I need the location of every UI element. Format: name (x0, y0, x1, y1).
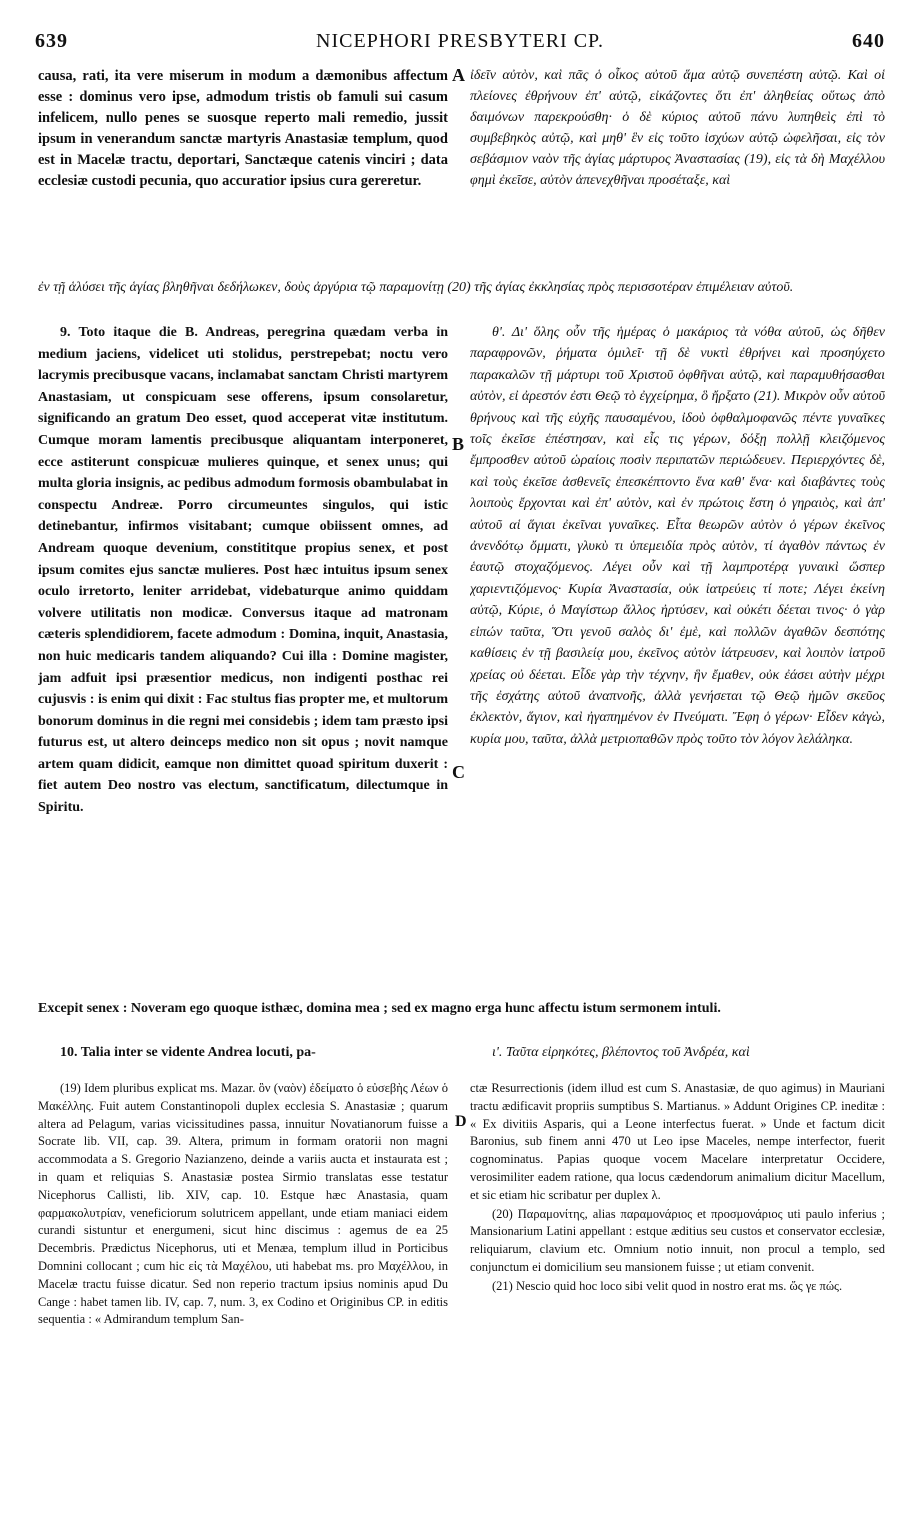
margin-marker-a: A (452, 65, 465, 85)
running-title: NICEPHORI PRESBYTERI CP. (316, 30, 604, 52)
latin-section-10: 10. Talia inter se vidente Andrea locuti, pa- (60, 1045, 316, 1060)
margin-marker-b: B (452, 434, 465, 454)
latin-column-block-2 (38, 322, 448, 997)
greek-full-width-line (38, 278, 885, 322)
footnotes-right-column (470, 1080, 885, 1520)
latin-column-block-3 (38, 1042, 448, 1066)
latin-section-9: 9. Toto itaque die B. Andreas, peregrina quædam verba in medium jaciens, videlicet uti stolidus, perstrepebat; noctu vero lacrymis precibusque vacans, inclamabat sanctam Christi martyrem Anastasiam, ut conspicuam sese offerens, ipsum consolaretur, significando an gratum Deo esset, quod acceperat vitæ institutum. Cumque moram lamentis precibusque aliquantam interponeret, ecce astiterunt conspicuæ mulieres quinque, et senex unus; qui multa gloria insignis, ac pedibus admodum formosis obambulabat in conspectu Andreæ. Porro circumeuntes singulos, qui istic detinebantur, infirmos visitabant; cumque obiissent omnes, ad Andream quoque devenium, constititque propius senex, et post ipsum comites ejus sanctæ mulieres. Post hæc intuitus ipsum senex oculo irretorto, leniter arridebat, videbaturque animo quiddam volvere utilitatis non modicæ. Conversus itaque ad matronam cæteris splendidiorem, facete admodum : Domina, inquit, Anastasia, non huic medicaris tandem aliquando? Cui illa : Domine magister, jam adfuit ipsi præsentior medicus, non indigenti posthac rei cujusvis : is enim qui dixit : Fac stultus fias propter me, et multorum bonorum dominus in die regni mei considebis ; idem tam præsto ipsi futurus est, ut altero deinceps medico non sit opus ; novit namque artem quam didicit, eamque non dimittet quoad spiritum duxerit : fiet autem Deo nostro vas electum, sanctificatum, dilectumque in Spiritu. (38, 325, 448, 816)
greek-column-block-3 (470, 1042, 885, 1066)
latin-column-block-1 (38, 66, 448, 278)
latin-paragraph: causa, rati, ita vere miserum in modum a dæmonibus affectum esse : dominus vero ipse, admodum tristis ob famuli sui casum infelicem, nullo penes se suosque reperto mali remedio, jussit ipsum in venerandum sanctæ martyris Anastasiæ templum, quod est in Macelæ tractu, deportari, Sanctæque catenis vinciri ; data ecclesiæ custodi pecunia, quo accuratior ipsius cura gereretur. (38, 68, 448, 189)
left-page-number: 639 (35, 30, 68, 52)
running-header (35, 30, 885, 54)
margin-marker-c: C (452, 762, 465, 782)
footnote-19: (19) Idem pluribus explicat ms. Mazar. ὃν (ναὸν) ἐδείματο ὁ εὐσεβὴς Λέων ὁ Μακέλλης. Fuit autem Constantinopoli duplex ecclesia S. Anastasiæ ; quarum altera ad Pelagum, varias vicissitudines passa, innuitur Novatianorum fuisse a Socrate lib. VII, cap. 39. Altera, primum in formam oratorii non magni accommodata a S. Gregorio Nazianzeno, deinde a variis aucta et instaurata est ; in quam et reliquias S. Anastasiæ postea Sirmio translatas esse testatur Nicephorus Callisti, lib. XIV, cap. 10. Estque hæc Anastasia, quam φαρμακολυτρίαν, veneficiorum solutricem appellant, unde etiam maniaci eidem curandi sistuntur et energumeni, sicut hinc discimus : agemus de ea 25 Decembris. Prædictus Nicephorus, uti et Menæa, templum illud in Porticibus Domnini collocant ; cum hic εἰς τὰ Μαχέλου, uti habebat ms. pro Μαχέλλου, in Macelæ tractu fuisse dicatur. Sed non reperio tractum ipsius nominis apud Du Cange : habet tamen lib. IV, cap. 7, num. 3, ex Codino et Originibus CP. in editis sequentia : « Admirandum templum San- (38, 1081, 448, 1327)
greek-column-block-2 (470, 322, 885, 997)
greek-section-9: θ'. Δι' ὅλης οὖν τῆς ἡμέρας ὁ μακάριος τὰ νόθα αὐτοῦ, ὡς δῆθεν παραφρονῶν, ῥήματα ὁμιλεῖ· τῇ δὲ νυκτὶ ἐθρήνει καὶ προσηύχετο παρακαλῶν τῇ μάρτυρι τοῦ Χριστοῦ ὀφθῆναι αὐτῷ, καὶ παραμυθήσασθαι αὐτὸν, εἰ ἀρεστόν ἐστι Θεῷ τὸ ἐγχείρημα, ὃ ἤρξατο (21). Μικρὸν οὖν αὐτοῦ θρήνους καὶ τῆς εὐχῆς παυσαμένου, ἰδοὺ ὀφθαλμοφανῶς πέντε γυναῖκες τοῖς ἐκεῖσε ἐπέστησαν, καὶ εἷς τις γέρων, δόξῃ πολλῇ κλειζόμενος ἔμπροσθεν αὐτοῦ ὡραίοις ποσὶν περιπατῶν περιώδευεν. Περιερχόντες δὲ, καὶ τοὺς ἐκεῖσε ἀσθενεῖς ἐπεσκέπτοντο ἕνα καθ' ἕνα· καὶ διαβάντες τοὺς λοιποὺς ἔρχονται καὶ ἐπ' αὐτὸν, καὶ ἐν πρώτοις ἔστη ὁ γηραιὸς, καὶ ἀπ' αὐτοῦ αἱ ἅγιαι ἐκεῖναι γυναῖκες. Εἶτα θεωρῶν αὐτὸν ὁ γέρων ἐκεῖνος ἀνενδότῳ ὄμματι, γλυκὺ τι ὑπεμειδία πρὸς αὐτὸν, τί ἀγαθὸν πάντως ἐν ἑαυτῷ στοχαζόμενος. Λέγει οὖν καὶ τῇ λαμπροτέρᾳ γυναικὶ ὥσπερ χαριεντιζόμενος· Κυρία Ἀναστασία, οὐκ ἰατρεύεις τί ποτε; Λέγει ἐκείνη αὐτῷ, Κύριε, ὁ Μαγίστωρ ἄλλος ἠρτύσεν, καὶ οὐκέτι δέεται τινος· ὁ γὰρ εἰπών ταῦτα, Ὅτι γενοῦ σαλὸς δι' ἐμὲ, καὶ πολλῶν ἀγαθῶν δεσπότης καθίσεις ἐν τῇ βασιλείᾳ μου, ἐκεῖνος αὐτὸν ἰάτρευσεν, καὶ λοιπὸν ἰατροῦ χρείας οὐ δέεται. Εἶδε γὰρ τὴν τέχνην, ἣν ἔμαθεν, οὐκ ἐάσει αὐτὴν μέχρι τῆς ἐσχάτης αὐτοῦ ἀναπνοῆς, ἀλλὰ γενήσεται τῷ Θεῷ ἡμῶν σκεῦος ἐκλεκτὸν, ἅγιον, καὶ ἠγαπημένον ἐν Πνεύματι. Ἔφη ὁ γέρων· Εἶδεν κἀγὼ, κυρία μου, ταῦτα, ἀλλὰ μετριοπαθῶν πρὸς τοῦτο τὸν λόγον λελάληκα. (470, 325, 885, 747)
latin-full-width-text: Excepit senex : Noveram ego quoque isthæc, domina mea ; sed ex magno erga hunc affectu istum sermonem intuli. (38, 1001, 721, 1016)
latin-full-width-line (38, 998, 885, 1042)
right-page-number: 640 (852, 30, 885, 52)
footnote-19-continued: ctæ Resurrectionis (idem illud est cum S. Anastasiæ, de quo agimus) in Mauriani tractu ædificavit propriis sumptibus S. Martianus. » Addunt Origines CP. ineditæ : « Ex divitiis Asparis, qui a Leone interfectus fuerat. » Unde et factum dicit Baronius, sub finem anni 470 ut Leo ipse Maceles, nempe interfector, fuerit cognominatus. Papias quoque vocem Macelare interpretatur Occidere, verosimiliter eadem ratione, qua locus cædendorum animalium dicitur Macellum, et sic etiam hic scribatur per duplex λ. (470, 1081, 885, 1202)
footnote-20: (20) Παραμονίτης, alias παραμονάριος et προσμονάριος uti paulo inferius ; Mansionarium Latini appellant : estque æditius seu custos et conservator ecclesiæ, reliquiarum, clavium etc. Omnium notio innuit, non procul a templo, sed conjunctum ei domicilium seu mansionem fuisse ; ut etiam convenit. (470, 1206, 885, 1274)
footnote-21: (21) Nescio quid hoc loco sibi velit quod in nostro erat ms. ὥς γε πώς. (492, 1278, 843, 1293)
greek-column-block-1 (470, 66, 885, 278)
margin-marker-d: D (455, 1113, 467, 1130)
footnotes-left-column (38, 1080, 448, 1520)
greek-paragraph: ἰδεῖν αὐτὸν, καὶ πᾶς ὁ οἶκος αὐτοῦ ἅμα αὐτῷ συνεπέστη αὐτῷ. Καὶ οἱ πλείονες ἐθρήνουν ἐπ' αὐτῷ, εἰκάζοντες ὅτι ἐπ' ἀληθείας οὕτως ἀπὸ δαιμόνων παρεκρούσθη· ὁ δὲ κύριος αὐτοῦ πάνυ λυπηθεὶς ἐπὶ τὸ συμβεβηκὸς αὐτῷ, καὶ μηθ' ἓν εἰς τοῦτο ἰσχύων αὐτῷ ὠφελῆσαι, εἰς τὸν σεβάσμιον ναὸν τῆς ἁγίας μάρτυρος Ἀναστασίας (19), εἰς τὰ δὴ Μαχέλλου φημὶ ἐκεῖσε, αὐτὸν ἀπενεχθῆναι προσέταξε, καὶ (470, 68, 885, 188)
greek-section-10: ι'. Ταῦτα εἰρηκότες, βλέποντος τοῦ Ἀνδρέα, καὶ (492, 1045, 750, 1060)
greek-full-width-text: ἐν τῇ ἁλύσει τῆς ἁγίας βληθῆναι δεδήλωκεν, δοὺς ἀργύρια τῷ παραμονίτῃ (20) τῆς ἁγίας ἐκκλησίας πρὸς περισσοτέραν ἐπιμέλειαν αὐτοῦ. (38, 280, 794, 295)
